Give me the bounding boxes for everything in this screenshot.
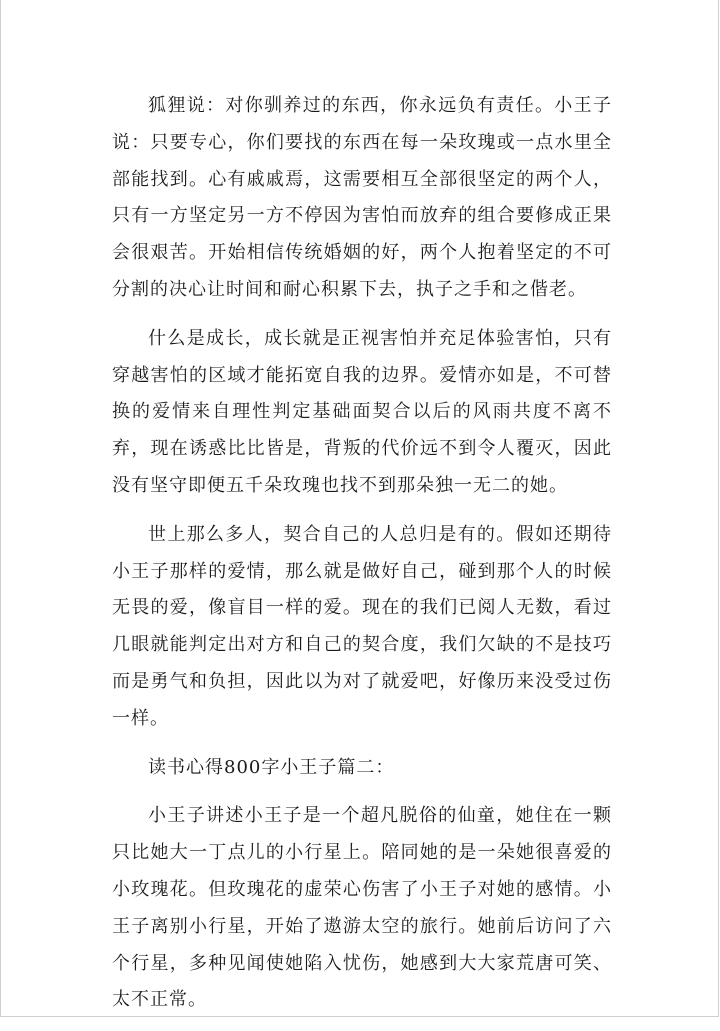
section-heading: 读书心得800字小王子篇二： [148, 756, 395, 778]
paragraph-growth: 什么是成长，成长就是正视害怕并充足体验害怕，只有穿越害怕的区域才能拓宽自我的边界。爱情亦如是，不可替换的爱情来自理性判定基础面契合以后的风雨共度不离不弃，现在诱惑比比皆是，背叛的代价远不到令人覆灭，因此没有坚守即便五千朵玫瑰也找不到那朵独一无二的她。 [112, 327, 612, 496]
paragraph-fox-quote: 狐狸说：对你驯养过的东西，你永远负有责任。小王子说：只要专心，你们要找的东西在每一朵玫瑰或一点水里全部能找到。心有戚戚焉，这需要相互全部很坚定的两个人，只有一方坚定另一方不停因为害怕而放弃的组合要修成正果会很艰苦。开始相信传统婚姻的好，两个人抱着坚定的不可分割的决心让时间和耐心积累下去，执子之手和之偕老。 [112, 95, 612, 300]
paragraph-little-prince: 小王子讲述小王子是一个超凡脱俗的仙童，她住在一颗只比她大一丁点儿的小行星上。陪同她的是一朵她很喜爱的小玫瑰花。但玫瑰花的虚荣心伤害了小王子对她的感情。小王子离别小行星，开始了遨游太空的旅行。她前后访问了六个行星，多种见闻使她陷入忧伤，她感到大大家荒唐可笑、太不正常。 [112, 805, 612, 1011]
document-body [112, 88, 612, 1031]
paragraph-world: 世上那么多人，契合自己的人总归是有的。假如还期待小王子那样的爱情，那么就是做好自己，碰到那个人的时候无畏的爱，像盲目一样的爱。现在的我们已阅人无数，看过几眼就能判定出对方和自己的契合度，我们欠缺的不是技巧而是勇气和负担，因此以为对了就爱吧，好像历来没受过伤一样。 [112, 523, 612, 729]
